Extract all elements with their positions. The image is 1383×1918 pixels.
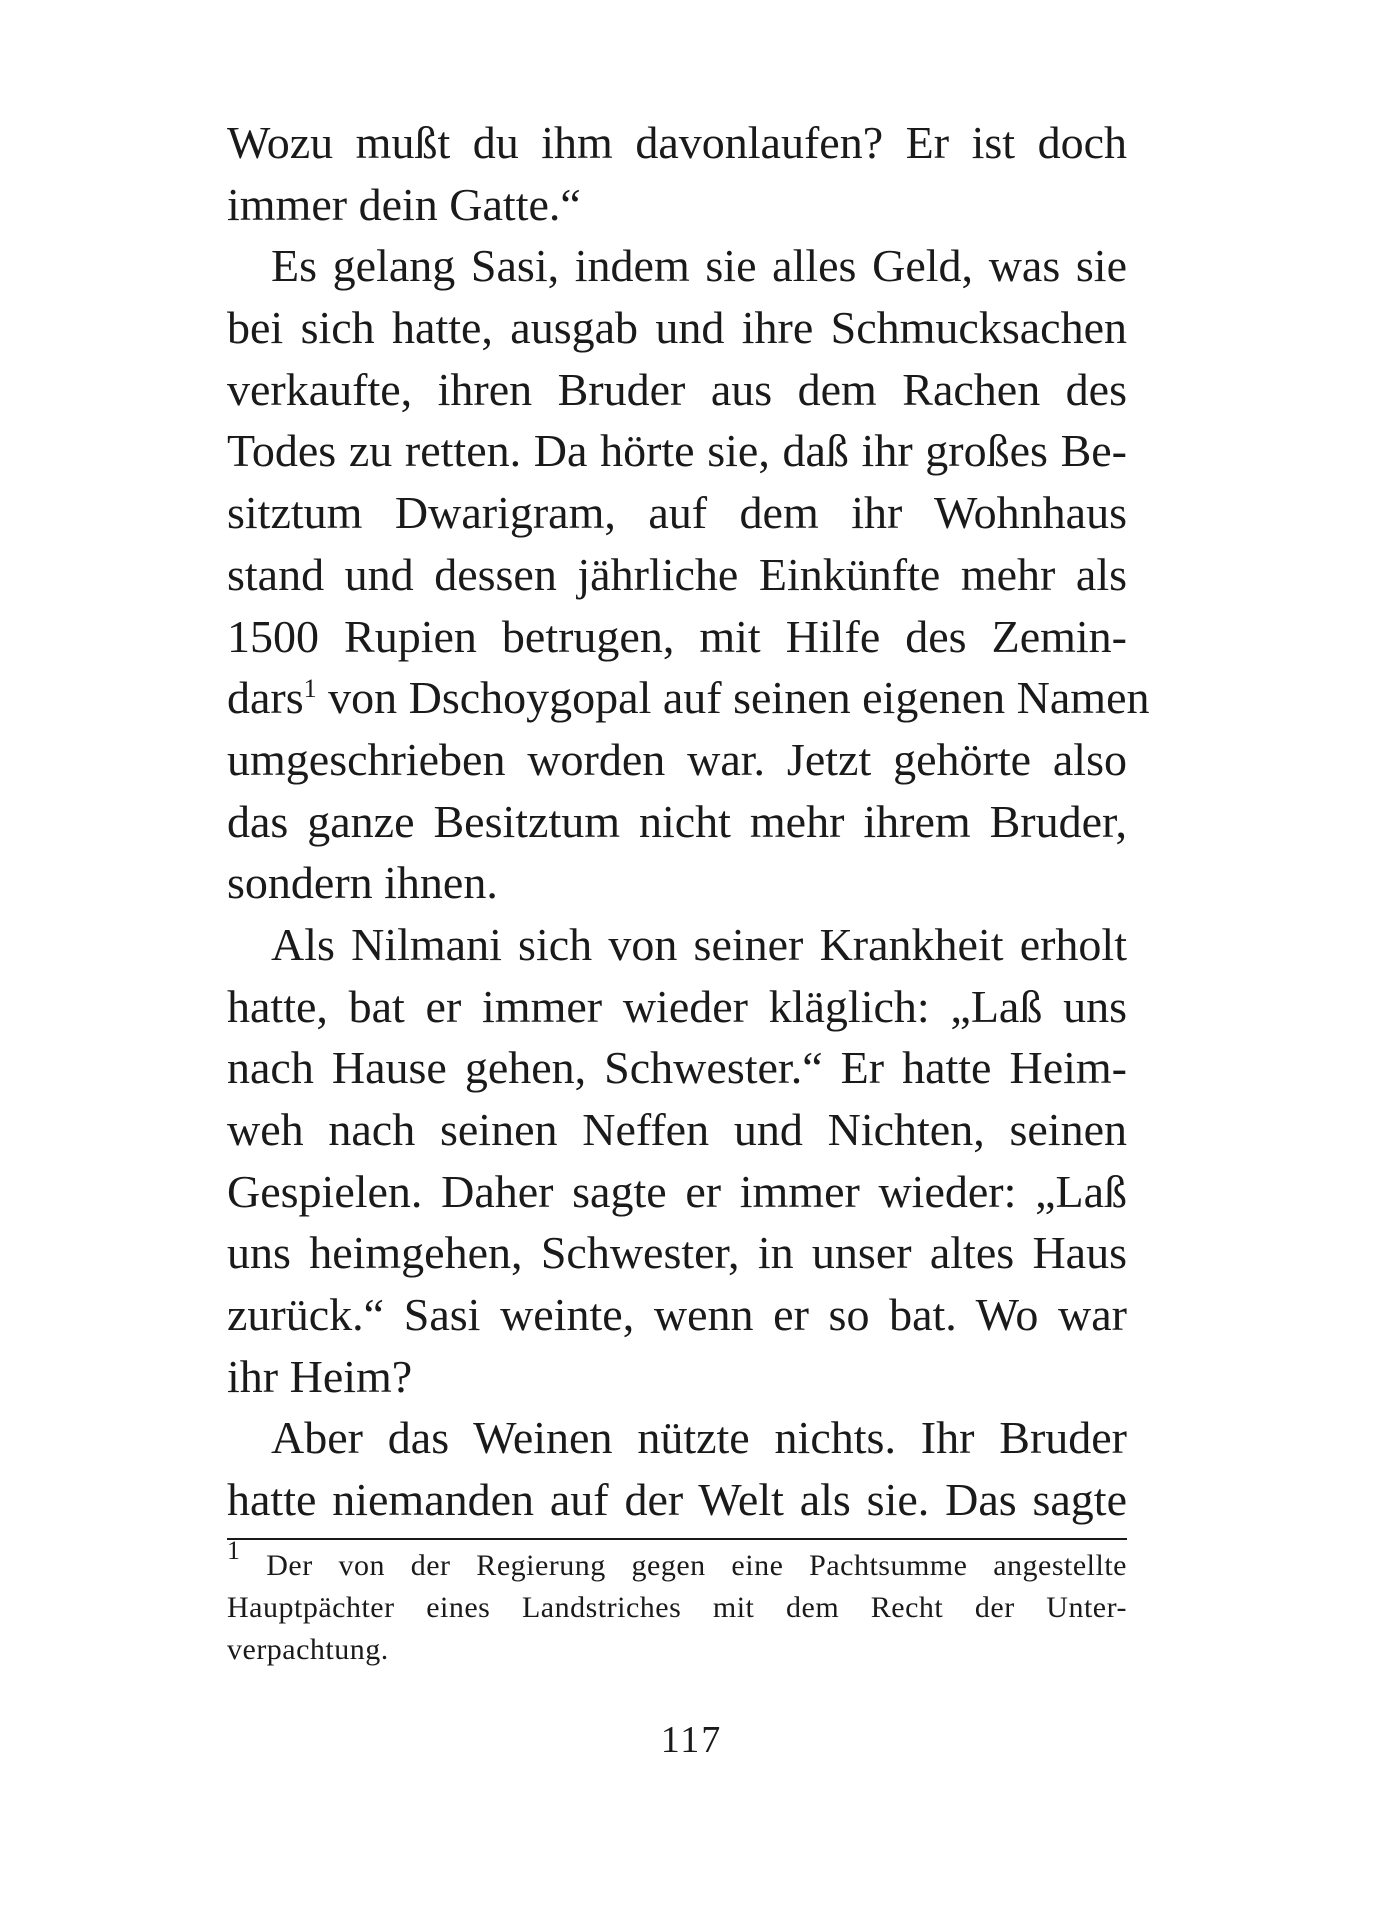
footnote xyxy=(227,1536,1127,1671)
text-line: sondern ihnen. xyxy=(227,857,498,909)
text-line: Wozu mußt du ihm davonlaufen? Er ist doch xyxy=(227,117,1127,168)
text-line: hatte niemanden auf der Welt als sie. Das sagte xyxy=(227,1474,1127,1526)
text-line: verkaufte, ihren Bruder aus dem Rachen des xyxy=(227,363,1127,415)
text-line: Gespielen. Daher sagte er immer wieder: „Laß xyxy=(227,1165,1127,1217)
page-number: 117 xyxy=(660,1719,723,1761)
text-line: uns heimgehen, Schwester, in unser altes Haus xyxy=(227,1227,1127,1279)
text-line: immer dein Gatte.“ xyxy=(227,178,581,230)
text-line: Todes zu retten. Da hörte sie, daß ihr großes Be- xyxy=(227,425,1127,477)
text-line: ihr Heim? xyxy=(227,1350,413,1402)
text-line: zurück.“ Sasi weinte, wenn er so bat. Wo war xyxy=(227,1289,1127,1341)
body-text xyxy=(227,112,1150,1531)
text-line: hatte, bat er immer wieder kläglich: „Laß uns xyxy=(227,980,1127,1032)
text-line: sitztum Dwarigram, auf dem ihr Wohnhaus xyxy=(227,487,1127,539)
text-line: Es gelang Sasi, indem sie alles Geld, was sie xyxy=(271,240,1127,292)
text-line: das ganze Besitztum nicht mehr ihrem Bruder, xyxy=(227,795,1127,847)
text-line: 1500 Rupien betrugen, mit Hilfe des Zemin- xyxy=(227,610,1127,662)
footnote-line: Hauptpächter eines Landstriches mit dem Recht der Unter- xyxy=(227,1591,1127,1624)
footnote-line: verpachtung. xyxy=(227,1633,389,1666)
text-line: Als Nilmani sich von seiner Krankheit erholt xyxy=(271,918,1127,970)
text-line: stand und dessen jährliche Einkünfte mehr als xyxy=(227,548,1127,600)
footnote-text: Der von der Regierung gegen eine Pachtsumme angestellte xyxy=(240,1549,1127,1582)
text-line-with-footnote xyxy=(227,667,1150,729)
text-line: bei sich hatte, ausgab und ihre Schmucksachen xyxy=(227,302,1127,354)
footnote-reference[interactable]: 1 xyxy=(303,674,317,704)
footnote-divider xyxy=(227,1538,1127,1540)
text-line: umgeschrieben worden war. Jetzt gehörte also xyxy=(227,733,1127,785)
footnote-line xyxy=(227,1536,1127,1587)
text-line: Aber das Weinen nützte nichts. Ihr Bruder xyxy=(271,1412,1127,1464)
text-fragment: von Dschoygopal auf seinen eigenen Namen xyxy=(316,672,1150,724)
footnote-mark: 1 xyxy=(227,1536,241,1565)
text-line: weh nach seinen Neffen und Nichten, seinen xyxy=(227,1104,1127,1155)
text-fragment: dars xyxy=(227,672,304,724)
text-line: nach Hause gehen, Schwester.“ Er hatte Heim- xyxy=(227,1042,1127,1094)
